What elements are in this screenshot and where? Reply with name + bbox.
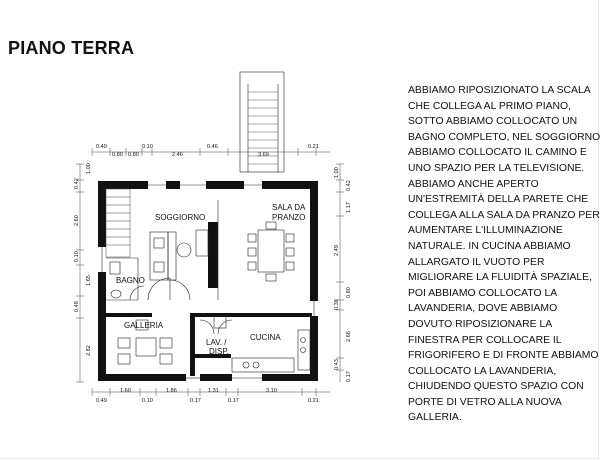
description-line: DOVUTO RIPOSIZIONARE LA xyxy=(408,318,553,330)
dim-bottom-5: 0.17 xyxy=(190,398,201,404)
description-line: BAGNO COMPLETO, NEL SOGGIORNO xyxy=(408,131,600,143)
dim-left-3: 2.60 xyxy=(74,215,80,226)
description-line: SOTTO ABBIAMO COLLOCATO UN xyxy=(408,116,578,128)
dim-right-7: 2.66 xyxy=(346,331,352,342)
room-label-lav-line1: LAV. / xyxy=(206,338,227,347)
dim-bottom-8: 3.10 xyxy=(266,388,277,394)
dim-right-5: 0.80 xyxy=(346,287,352,298)
dim-left-2: 0.42 xyxy=(74,178,80,189)
room-label-lav-line2: DISP. xyxy=(209,347,229,356)
description-line: COLLEGA ALLA SALA DA PRANZO PER xyxy=(408,209,600,221)
room-label-soggiorno: SOGGIORNO xyxy=(155,213,206,222)
dim-left-4: 0.10 xyxy=(74,251,80,262)
description-line: POI ABBIAMO COLLOCATO LA xyxy=(408,287,558,299)
dim-left-7: 2.82 xyxy=(86,345,92,356)
dim-top-4: 0.10 xyxy=(142,144,153,150)
dim-top-3: 0.80 xyxy=(128,152,139,158)
dim-right-3: 1.17 xyxy=(346,202,352,213)
dim-bottom-1: 0.49 xyxy=(96,398,107,404)
dim-left-5: 1.65 xyxy=(86,275,92,286)
description-line: CHIUDENDO QUESTO SPAZIO CON xyxy=(408,381,584,393)
dim-bottom-3: 0.10 xyxy=(142,398,153,404)
kitchen-fixtures xyxy=(214,316,310,372)
dim-right-1: 1.00 xyxy=(334,167,340,178)
room-label-cucina: CUCINA xyxy=(250,333,281,342)
dining-table xyxy=(248,222,294,281)
dim-bottom-9: 0.21 xyxy=(308,398,319,404)
dim-top-1: 0.49 xyxy=(96,144,107,150)
dim-right-4: 2.49 xyxy=(334,245,340,256)
dim-right-8: 0.43 xyxy=(334,359,340,370)
description-line: ABBIAMO RIPOSIZIONATO LA SCALA xyxy=(408,85,591,96)
description-line: AUMENTARE L'ILLUMINAZIONE xyxy=(408,225,563,237)
dim-bottom-6: 1.31 xyxy=(208,388,219,394)
dim-bottom-4: 1.86 xyxy=(166,388,177,394)
description-line: COLLOCATO LA LAVANDERIA, xyxy=(408,365,557,377)
dim-top-7: 3.69 xyxy=(258,152,269,158)
dim-top-5: 2.46 xyxy=(172,152,183,158)
description-line: GALLERIA. xyxy=(408,412,462,424)
internal-stair xyxy=(106,189,130,257)
dim-right-6: 0.38 xyxy=(334,299,340,310)
description-line: CHE COLLEGA AL PRIMO PIANO, xyxy=(408,100,572,112)
description-line: ABBIAMO ANCHE APERTO xyxy=(408,178,539,190)
room-label-bagno: BAGNO xyxy=(116,276,145,285)
description-line: MIGLIORARE LA FLUIDITÀ SPAZIALE, xyxy=(408,272,593,284)
room-label-galleria: GALLERIA xyxy=(124,321,164,330)
description-line: ALLARGATO IL VUOTO PER xyxy=(408,256,545,268)
page-title: PIANO TERRA xyxy=(8,38,135,58)
description-line: NATURALE. IN CUCINA ABBIAMO xyxy=(408,240,571,252)
description-line: PORTE DI VETRO ALLA NUOVA xyxy=(408,396,562,408)
dim-bottom-2: 1.60 xyxy=(120,388,131,394)
dim-left-1: 1.00 xyxy=(86,163,92,174)
dimension-labels-right xyxy=(334,167,352,382)
description-line: FRIGORIFERO E DI FRONTE ABBIAMO xyxy=(408,350,599,362)
dim-right-2: 0.42 xyxy=(346,180,352,191)
room-label-sala-line2: PRANZO xyxy=(272,213,306,222)
dim-right-9: 0.17 xyxy=(346,371,352,382)
dim-top-6: 0.46 xyxy=(207,144,218,150)
description-line: ABBIAMO COLLOCATO IL CAMINO E xyxy=(408,147,587,159)
dim-left-6: 0.48 xyxy=(74,301,80,312)
description-line: LAVANDERIA, DOVE ABBIAMO xyxy=(408,303,558,315)
description-line: FINESTRA PER COLLOCARE IL xyxy=(408,334,562,346)
dim-top-2: 0.80 xyxy=(112,152,123,158)
description-line: UNO SPAZIO PER LA TELEVISIONE. xyxy=(408,162,585,174)
room-label-sala-line1: SALA DA xyxy=(272,203,306,212)
living-room-furniture xyxy=(150,230,208,280)
description-line: UN'ESTREMITÀ DELLA PARETE CHE xyxy=(408,194,589,206)
dim-top-8: 0.21 xyxy=(308,144,319,150)
dim-bottom-7: 0.17 xyxy=(228,398,239,404)
